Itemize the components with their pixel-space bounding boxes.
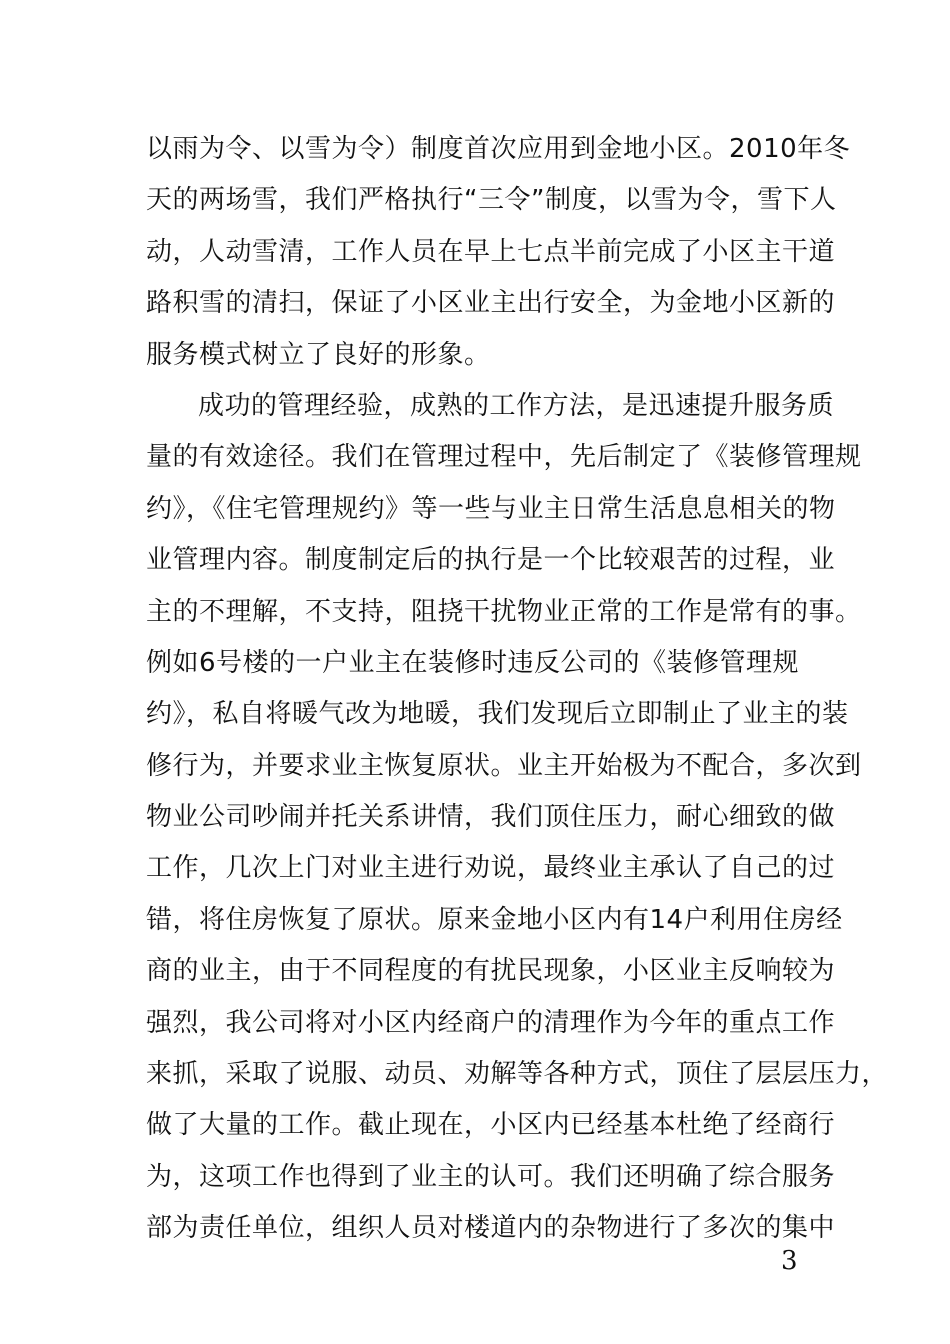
text-line-2: 天的两场雪，我们严格执行“三令”制度，以雪为令，雪下人 xyxy=(146,185,837,216)
text-line-9: 业管理内容。制度制定后的执行是一个比较艰苦的过程，业 xyxy=(146,545,836,576)
text-line-13: 修行为，并要求业主恢复原状。业主开始极为不配合，多次到 xyxy=(146,750,862,781)
body-text xyxy=(146,124,889,1255)
text-line-12: 约》，私自将暖气改为地暖，我们发现后立即制止了业主的装 xyxy=(146,699,849,730)
text-line-7: 量的有效途径。我们在管理过程中，先后制定了《装修管理规 xyxy=(146,442,862,473)
text-line-3: 动，人动雪清，工作人员在早上七点半前完成了小区主干道 xyxy=(146,236,836,267)
text-line-19: 来抓，采取了说服、动员、劝解等各种方式，顶住了层层压力， xyxy=(146,1059,889,1090)
page-number: 3 xyxy=(781,1246,798,1276)
text-line-11: 例如6号楼的一户业主在装修时违反公司的《装修管理规 xyxy=(146,647,800,678)
text-line-22: 部为责任单位，组织人员对楼道内的杂物进行了多次的集中 xyxy=(146,1213,836,1244)
text-line-1: 以雨为令、以雪为令）制度首次应用到金地小区。2010年冬 xyxy=(146,134,851,164)
text-line-10: 主的不理解，不支持，阻挠干扰物业正常的工作是常有的事。 xyxy=(146,596,862,627)
text-line-15: 工作，几次上门对业主进行劝说，最终业主承认了自己的过 xyxy=(146,853,836,884)
text-line-14: 物业公司吵闹并托关系讲情，我们顶住压力，耐心细致的做 xyxy=(146,802,836,833)
text-line-5: 服务模式树立了良好的形象。 xyxy=(146,339,491,370)
text-line-17: 商的业主，由于不同程度的有扰民现象，小区业主反响较为 xyxy=(146,956,836,987)
text-line-18: 强烈，我公司将对小区内经商户的清理作为今年的重点工作 xyxy=(146,1007,836,1038)
text-line-21: 为，这项工作也得到了业主的认可。我们还明确了综合服务 xyxy=(146,1161,836,1192)
text-line-4: 路积雪的清扫，保证了小区业主出行安全，为金地小区新的 xyxy=(146,288,836,319)
text-line-8: 约》，《住宅管理规约》等一些与业主日常生活息息相关的物 xyxy=(146,493,836,524)
text-line-6: 成功的管理经验，成熟的工作方法，是迅速提升服务质 xyxy=(198,390,835,421)
text-line-16: 错，将住房恢复了原状。原来金地小区内有14户利用住房经 xyxy=(146,904,843,935)
text-line-20: 做了大量的工作。截止现在，小区内已经基本杜绝了经商行 xyxy=(146,1110,836,1141)
